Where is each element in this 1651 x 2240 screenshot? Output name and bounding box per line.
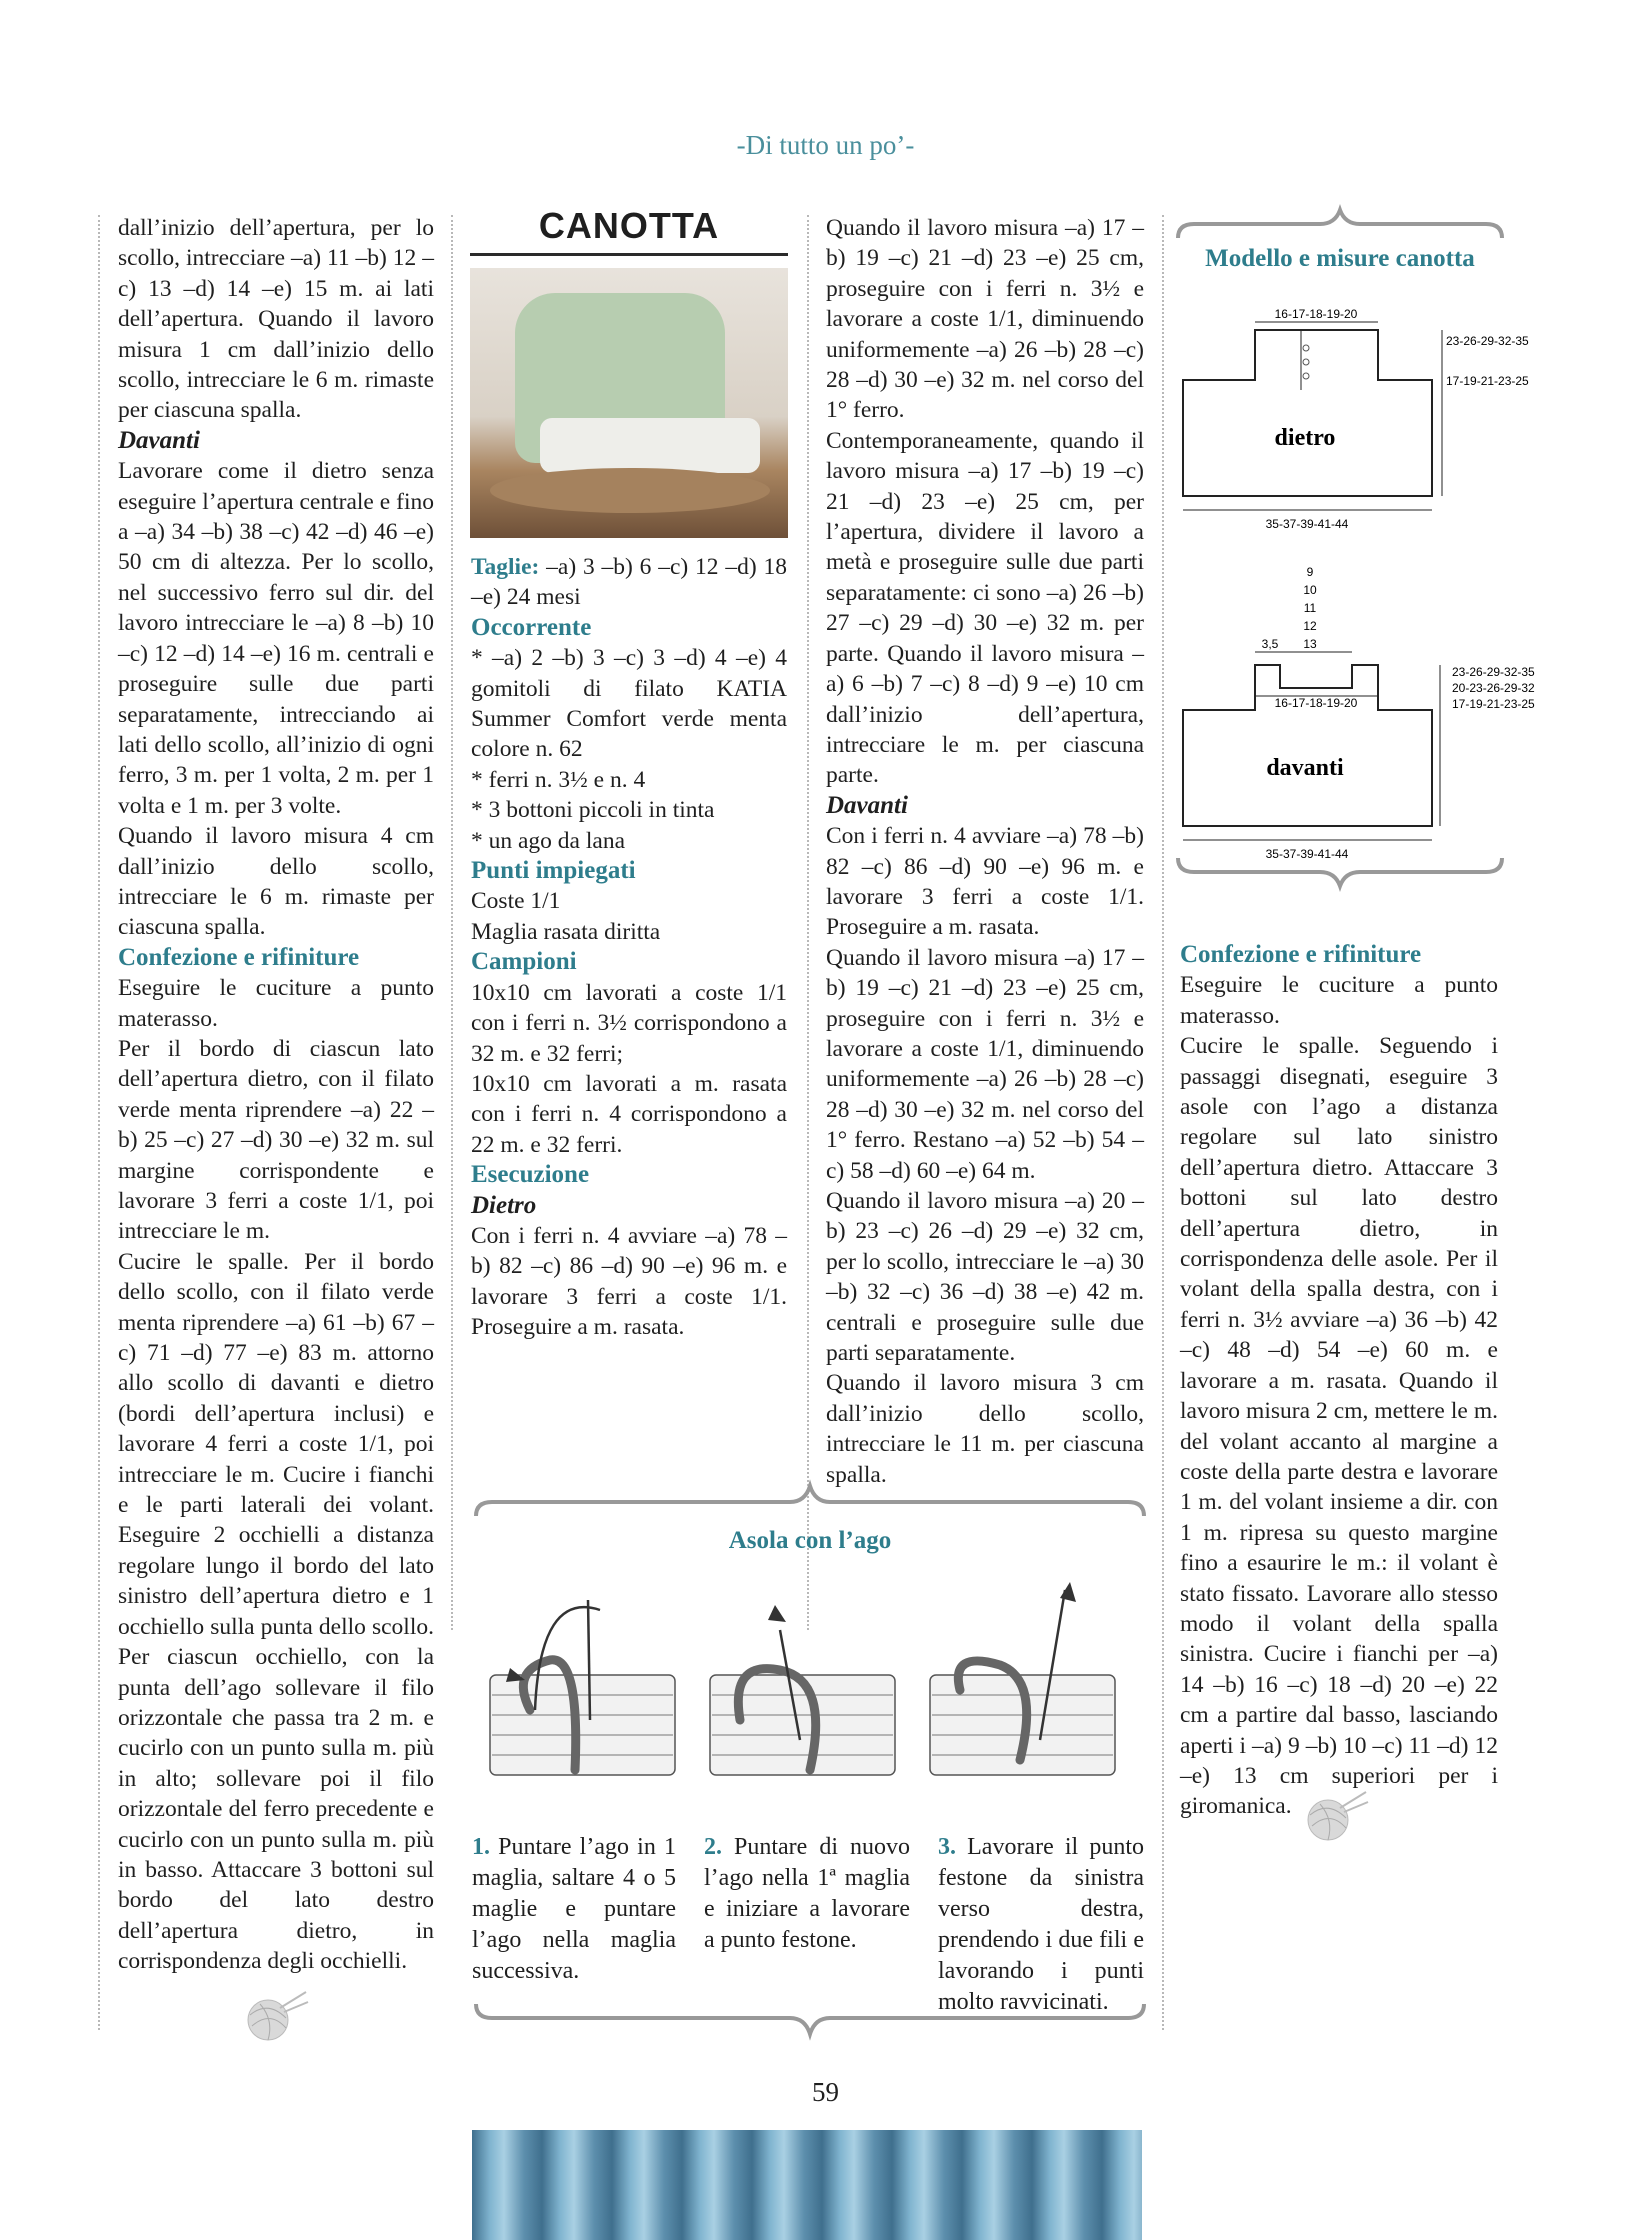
list-item: Coste 1/1 bbox=[471, 888, 561, 915]
diagram-title: Modello e misure canotta bbox=[1205, 245, 1475, 272]
column-1 bbox=[118, 213, 434, 1977]
column-divider bbox=[98, 215, 100, 2030]
measurement-diagram bbox=[1170, 300, 1535, 870]
dietro-bottom-measure: 35-37-39-41-44 bbox=[1265, 517, 1349, 531]
num-11: 11 bbox=[1303, 601, 1317, 615]
paragraph: Quando il lavoro misura –a) 17 –b) 19 –c) 21 –d) 23 –e) 25 cm, proseguire con i ferri n. 3½ e lavorare a coste 1/1, diminuendo uniformemente –a) 26 –b) 28 –c) 28 –d) 30 –e) 32 m. nel corso del 1° ferro. Restano –a) 52 –b) 54 –c) 58 –d) 60 –e) 64 m. bbox=[826, 944, 1144, 1184]
step-number: 1. bbox=[472, 1834, 490, 1860]
dietro-shape bbox=[1183, 330, 1432, 496]
davanti-label: davanti bbox=[1266, 755, 1344, 781]
dietro-right-measure-1: 23-26-29-32-35 bbox=[1446, 334, 1529, 348]
section-heading-campioni: Campioni bbox=[471, 948, 577, 976]
paragraph: Quando il lavoro misura 4 cm dall’inizio dello scollo, intrecciare le 6 m. rimaste per ciascuna spalla. bbox=[118, 823, 434, 941]
davanti-shape bbox=[1183, 665, 1432, 826]
paragraph: Per il bordo di ciascun lato dell’apertura dietro, con il filato verde menta riprendere –a) 22 –b) 25 –c) 27 –d) 30 –e) 32 m. sul margine corrispondente e lavorare 3 ferri a coste 1/1, poi intrecciare le m. bbox=[118, 1035, 434, 1245]
section-heading-davanti: Davanti bbox=[118, 426, 200, 454]
section-heading-davanti: Davanti bbox=[826, 791, 908, 819]
paragraph: 10x10 cm lavorati a coste 1/1 con i ferri n. 3½ corrispondono a 32 m. e 32 ferri; bbox=[471, 979, 787, 1067]
section-heading-occorrente: Occorrente bbox=[471, 613, 592, 641]
dietro-right-measure-2: 17-19-21-23-25 bbox=[1446, 374, 1529, 388]
step-illustrations bbox=[480, 1570, 1140, 1800]
list-item: * ferri n. 3½ e n. 4 bbox=[471, 766, 646, 793]
paragraph: Con i ferri n. 4 avviare –a) 78 –b) 82 –c) 86 –d) 90 –e) 96 m. e lavorare 3 ferri a coste 1/1. Proseguire a m. rasata. bbox=[471, 1222, 787, 1341]
photo-stool bbox=[490, 468, 770, 513]
list-item: * 3 bottoni piccoli in tinta bbox=[471, 797, 715, 824]
davanti-right-measure-2: 20-23-26-29-32 bbox=[1452, 681, 1535, 695]
dietro-label: dietro bbox=[1274, 425, 1336, 451]
column-2 bbox=[471, 552, 787, 1343]
product-photo bbox=[470, 268, 788, 538]
title-block bbox=[470, 205, 788, 256]
num-12: 12 bbox=[1303, 619, 1317, 633]
paragraph: Cucire le spalle. Per il bordo dello scollo, con il filato verde menta riprendere –a) 61 –b) 67 –c) 71 –d) 77 –e) 83 m. attorno allo scollo di davanti e dietro (bordi dell’apertura inclusi) e lavorare 4 ferri a coste 1/1, poi intrecciare le m. Cucire i fianchi e le parti laterali dei volant. Eseguire 2 occhielli a distanza regolare lungo il bordo del lato sinistro dell’apertura dietro e 1 occhiello sulla punta dello scollo. Per ciascun occhiello, con la punta dell’ago sollevare il filo orizzontale che passa tra 2 m. e cucirlo con un punto sulla m. più in alto; sollevare poi il filo orizzontale del ferro precedente e cucirlo con un punto sulla m. più in basso. Attaccare 3 bottoni sul bordo del lato destro dell’apertura dietro, in corrispondenza degli occhielli. bbox=[118, 1248, 434, 1975]
paragraph: Cucire le spalle. Seguendo i passaggi disegnati, eseguire 3 asole con l’ago a distanza regolare sul lato sinistro dell’apertura dietro. Attaccare 3 bottoni sul lato destro dell’apertura dietro, in corrispondenza delle asole. Per il volant della spalla destra, con i ferri n. 3½ avviare –a) 36 –b) 42 –c) 48 –d) 54 –e) 60 m. e lavorare a m. rasata. Quando il lavoro misura 2 cm, mettere le m. del volant accanto al margine a coste della parte destra e lavorare 1 m. del volant insieme a dir. con 1 m. ripresa su questo margine fino a esaurire le m.: il volant è stato fissato. Lavorare allo stesso modo il volant della spalla sinistra. Cucire i fianchi per –a) 14 –b) 16 –c) 18 –d) 20 –e) 22 cm a partire dal basso, lasciando aperti i –a) 9 –b) 10 –c) 11 –d) 12 –e) 13 cm superiori per i giromanica. bbox=[1180, 1033, 1498, 1820]
davanti-top-measure: 16-17-18-19-20 bbox=[1274, 696, 1358, 710]
column-4 bbox=[1180, 940, 1498, 1822]
column-3 bbox=[826, 213, 1144, 1490]
paragraph: Contemporaneamente, quando il lavoro misura –a) 17 –b) 19 –c) 21 –d) 23 –e) 25 cm, per l’apertura, dividere il lavoro a metà e proseguire sulle due parti separatamente: ci sono –a) 26 –b) 27 –c) 29 –d) 30 –e) 32 m. per parte. Quando il lavoro misura –a) 6 –b) 7 –c) 8 –d) 9 –e) 10 cm dall’inizio dell’apertura, intrecciare le m. per ciascuna parte. bbox=[826, 427, 1144, 789]
paragraph: Quando il lavoro misura 3 cm dall’inizio dello scollo, intrecciare le 11 m. per ciascuna spalla. bbox=[826, 1370, 1144, 1488]
taglie-label: Taglie: bbox=[471, 554, 540, 580]
step-text: Puntare di nuovo l’ago nella 1ª maglia e iniziare a lavorare a punto festone. bbox=[704, 1834, 910, 1953]
taglie bbox=[471, 552, 787, 613]
section-heading-punti: Punti impiegati bbox=[471, 857, 636, 885]
paragraph: 10x10 cm lavorati a m. rasata con i ferri n. 4 corrispondono a 22 m. e 32 ferri. bbox=[471, 1070, 787, 1158]
step-caption-3 bbox=[938, 1832, 1144, 2018]
list-item: Maglia rasata diritta bbox=[471, 918, 661, 945]
fabric-panel bbox=[490, 1675, 675, 1775]
paragraph: Quando il lavoro misura –a) 20 –b) 23 –c) 26 –d) 29 –e) 32 cm, per lo scollo, intrecciare le –a) 30 –b) 32 –c) 36 –d) 38 –e) 42 m. centrali e proseguire sulle due parti separatamente. bbox=[826, 1188, 1144, 1367]
paragraph: Lavorare come il dietro senza eseguire l’apertura centrale e fino a –a) 34 –b) 38 –c) 42 –d) 46 –e) 50 cm di altezza. Per lo scollo, nel successivo ferro sul dir. del lavoro intrecciare le –a) 8 –b) 10 –c) 12 –d) 14 –e) 16 m. centrali e proseguire sulle due parti separatamente, intrecciando ai lati dello scollo, all’inizio di ogni ferro, 3 m. per 1 volta, 2 m. per 1 volta e 1 m. per 3 volte. bbox=[118, 458, 434, 819]
column-divider bbox=[1162, 215, 1164, 2030]
list-item: * un ago da lana bbox=[471, 827, 626, 854]
num-10: 10 bbox=[1303, 583, 1317, 597]
step-number: 2. bbox=[704, 1834, 722, 1860]
paragraph: Con i ferri n. 4 avviare –a) 78 –b) 82 –c) 86 –d) 90 –e) 96 m. e lavorare 3 ferri a coste 1/1. Proseguire a m. rasata. bbox=[826, 823, 1144, 941]
knit-texture-strip bbox=[472, 2130, 1142, 2240]
dietro-continued: dall’inizio dell’apertura, per lo scollo, intrecciare –a) 11 –b) 12 –c) 13 –d) 14 –e) 15 m. ai lati dell’apertura. Quando il lavoro misura 1 cm dall’inizio dello scollo, intrecciare le 6 m. rimaste per ciascuna spalla. bbox=[118, 215, 434, 424]
dietro-top-measure: 16-17-18-19-20 bbox=[1274, 307, 1358, 321]
paragraph: Eseguire le cuciture a punto materasso. bbox=[118, 975, 434, 1032]
taglie-values: –a) 3 –b) 6 –c) 12 –d) 18 –e) 24 mesi bbox=[471, 554, 787, 611]
list-item: * –a) 2 –b) 3 –c) 3 –d) 4 –e) 4 gomitoli di filato KATIA Summer Comfort verde menta colore n. 62 bbox=[471, 645, 787, 763]
column-divider bbox=[451, 215, 453, 1630]
step-caption-2 bbox=[704, 1832, 910, 1956]
asola-title: Asola con l’ago bbox=[728, 1527, 892, 1554]
paragraph: Eseguire le cuciture a punto materasso. bbox=[1180, 972, 1498, 1029]
step-text: Puntare l’ago in 1 maglia, saltare 4 o 5 maglie e puntare l’ago nella maglia successiva. bbox=[472, 1834, 676, 1984]
photo-garment-bottom bbox=[540, 418, 760, 473]
num-9: 9 bbox=[1306, 565, 1314, 579]
step-caption-1 bbox=[472, 1832, 676, 1987]
value-3-5: 3,5 bbox=[1261, 637, 1279, 651]
section-heading-esecuzione: Esecuzione bbox=[471, 1161, 590, 1189]
step-number: 3. bbox=[938, 1834, 956, 1860]
yarn-ball-icon bbox=[240, 1990, 310, 2045]
paragraph: Quando il lavoro misura –a) 17 –b) 19 –c) 21 –d) 23 –e) 25 cm, proseguire con i ferri n. 3½ e lavorare a coste 1/1, diminuendo uniformemente –a) 26 –b) 28 –c) 28 –d) 30 –e) 32 m. nel corso del 1° ferro. bbox=[826, 215, 1144, 424]
page-number: 59 bbox=[812, 2077, 839, 2107]
title-underline bbox=[470, 253, 788, 256]
running-header: -Di tutto un po’- bbox=[736, 130, 915, 160]
column-divider bbox=[807, 215, 809, 1630]
num-13: 13 bbox=[1303, 637, 1317, 651]
step-text: Lavorare il punto festone da sinistra verso destra, prendendo i due fili e lavorando i punti molto ravvicinati. bbox=[938, 1834, 1144, 2015]
section-heading-confezione: Confezione e rifiniture bbox=[1180, 941, 1422, 968]
section-heading-dietro: Dietro bbox=[471, 1191, 537, 1219]
page-title: CANOTTA bbox=[538, 205, 720, 246]
davanti-bottom-measure: 35-37-39-41-44 bbox=[1265, 847, 1349, 861]
davanti-right-measure-1: 23-26-29-32-35 bbox=[1452, 665, 1535, 679]
section-heading-confezione: Confezione e rifiniture bbox=[118, 943, 360, 971]
davanti-right-measure-3: 17-19-21-23-25 bbox=[1452, 697, 1535, 711]
